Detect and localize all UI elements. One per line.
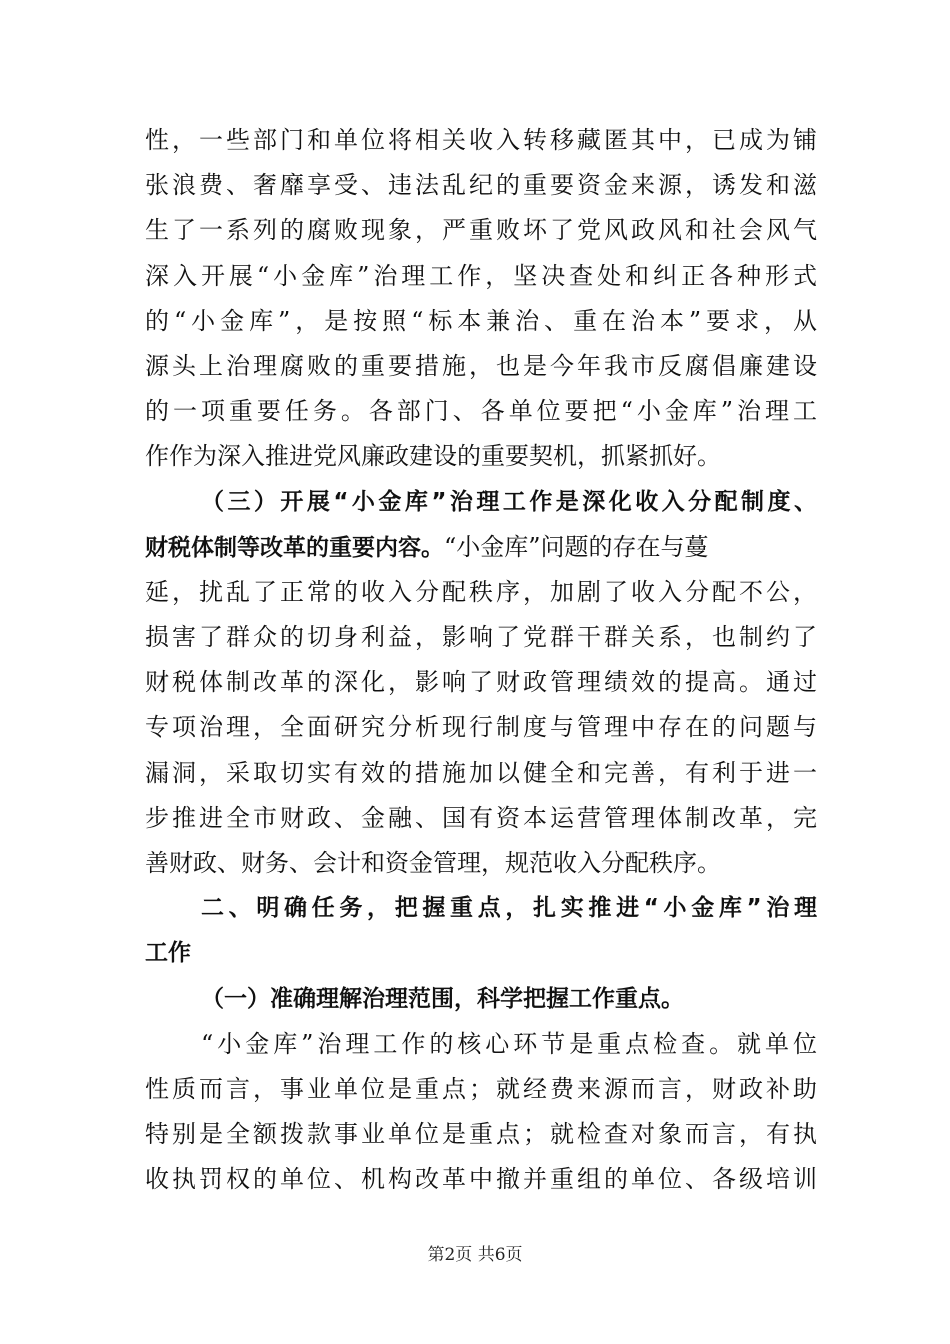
body-fragment: “小金库”问题的存在与蔓 — [444, 532, 709, 561]
body-line: 作作为深入推进党风廉政建设的重要契机，抓紧抓好。 — [145, 442, 721, 471]
mixed-line — [145, 525, 817, 570]
body-line: 的“小金库”，是按照“标本兼治、重在治本”要求，从 — [145, 306, 817, 335]
body-line: 张浪费、奢靡享受、违法乱纪的重要资金来源，诱发和滋 — [145, 171, 817, 200]
body-line: 源头上治理腐败的重要措施，也是今年我市反腐倡廉建设 — [145, 351, 817, 380]
page-number-footer: 第2页 共6页 — [427, 1245, 523, 1265]
body-line: 性，一些部门和单位将相关收入转移藏匿其中，已成为铺 — [145, 126, 817, 154]
body-line: 生了一系列的腐败现象，严重败坏了党风政风和社会风气 — [145, 216, 817, 245]
body-line: 专项治理，全面研究分析现行制度与管理中存在的问题与 — [145, 713, 817, 742]
body-line: 损害了群众的切身利益，影响了党群干群关系，也制约了 — [145, 623, 817, 652]
body-line: 步推进全市财政、金融、国有资本运营管理体制改革，完 — [145, 803, 817, 832]
subheading-tail: 财税体制等改革的重要内容。 — [145, 534, 444, 561]
body-line: 财税体制改革的深化，影响了财政管理绩效的提高。通过 — [145, 668, 817, 697]
section-heading: 二、明确任务，把握重点，扎实推进“小金库”治理 — [201, 895, 817, 922]
body-line: 收执罚权的单位、机构改革中撤并重组的单位、各级培训 — [145, 1165, 817, 1194]
body-line: 深入开展“小金库”治理工作，坚决查处和纠正各种形式 — [145, 261, 817, 290]
body-line: 的一项重要任务。各部门、各单位要把“小金库”治理工 — [145, 397, 817, 426]
subheading-line: （一）准确理解治理范围，科学把握工作重点。 — [201, 985, 684, 1012]
document-body — [145, 118, 817, 1203]
body-line: “小金库”治理工作的核心环节是重点检查。就单位 — [201, 1029, 817, 1058]
body-line: 善财政、财务、会计和资金管理，规范收入分配秩序。 — [145, 849, 721, 877]
body-line: 特别是全额拨款事业单位是重点；就检查对象而言，有执 — [145, 1120, 817, 1149]
body-line: 性质而言，事业单位是重点；就经费来源而言，财政补助 — [145, 1074, 817, 1103]
subheading-line: （三）开展“小金库”治理工作是深化收入分配制度、 — [201, 488, 817, 515]
body-line: 延，扰乱了正常的收入分配秩序，加剧了收入分配不公， — [145, 577, 817, 606]
body-line: 漏洞，采取切实有效的措施加以健全和完善，有利于进一 — [145, 758, 817, 787]
section-heading-continued: 工作 — [145, 940, 191, 967]
